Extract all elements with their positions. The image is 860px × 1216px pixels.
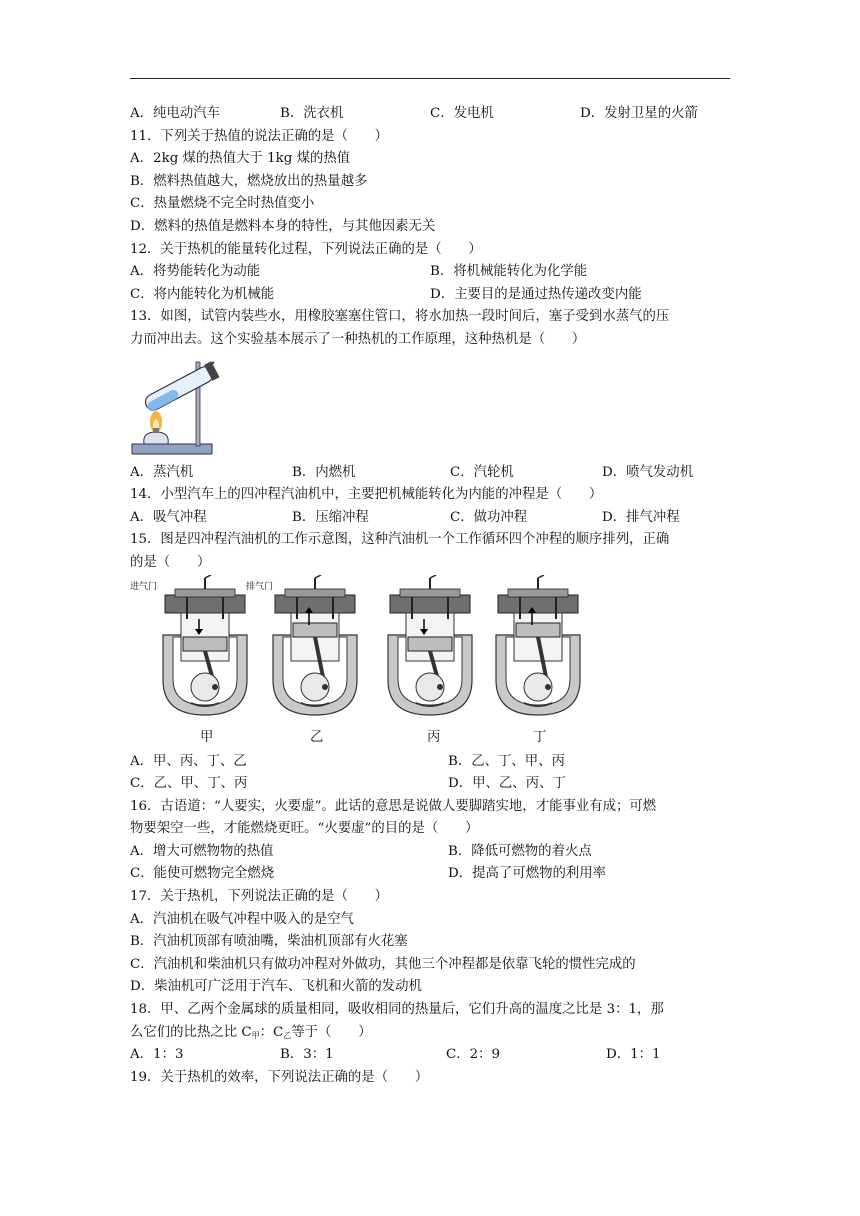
q15-stem-line1: 15．图是四冲程汽油机的工作示意图，这种汽油机一个工作循环四个冲程的顺序排列，正确 [130,532,670,548]
engine-strokes-figure [130,575,730,725]
q17-option-a: A．汽油机在吸气冲程中吸入的是空气 [130,911,354,927]
test-tube-apparatus-icon [130,352,230,462]
q12-option-c: C．将内能转化为机械能 [130,286,275,302]
q12-option-d: D．主要目的是通过热传递改变内能 [430,286,642,302]
q18-option-d: D．1：1 [606,1047,661,1063]
q14-option-b: B．压缩冲程 [292,509,369,525]
q18-stem-post: 等于（ ） [291,1024,372,1040]
q14-option-a: A．吸气冲程 [130,509,207,525]
q16-option-d: D．提高了可燃物的利用率 [448,866,607,882]
q16-option-b: B．降低可燃物的着火点 [448,843,592,859]
q17-option-b: B．汽油机顶部有喷油嘴，柴油机顶部有火花塞 [130,934,408,950]
engine-stroke-4-icon [496,575,580,715]
q12-stem: 12．关于热机的能量转化过程，下列说法正确的是（ ） [130,241,482,257]
q18-options [130,1044,730,1067]
test-tube-figure [130,352,730,462]
engine-stroke-3-icon [388,575,472,715]
q15-options-row2 [130,773,730,796]
exhaust-valve-label: 排气门 [246,581,274,592]
q16-option-a: A．增大可燃物物的热值 [130,843,274,859]
q18-stem-mid: ：C [259,1024,284,1040]
q13-option-c: C．汽轮机 [450,464,514,480]
q15-option-c: C．乙、甲、丁、丙 [130,776,248,792]
q18-sub-jia: 甲 [251,1030,260,1040]
q12-option-b: B．将机械能转化为化学能 [430,264,588,280]
q18-sub-yi: 乙 [283,1030,292,1040]
engine-cylinders-svg [130,575,730,725]
q15-stem-line2: 的是（ ） [130,554,211,570]
q17-option-d: D．柴油机可广泛用于汽车、飞机和火箭的发动机 [130,979,422,995]
q15-option-a: A．甲、丙、丁、乙 [130,753,247,769]
q12-option-a: A．将势能转化为动能 [130,264,261,280]
q14-stem: 14．小型汽车上的四冲程汽油机中，主要把机械能转化为内能的冲程是（ ） [130,487,603,503]
q19-stem: 19．关于热机的效率，下列说法正确的是（ ） [130,1069,429,1085]
q18-option-a: A．1：3 [130,1047,184,1063]
q14-option-c: C．做功冲程 [450,509,528,525]
q13-options [130,462,730,485]
q10-option-d: D．发射卫星的火箭 [580,106,698,121]
q17-option-c: C．汽油机和柴油机只有做功冲程对外做功，其他三个冲程都是依靠飞轮的惯性完成的 [130,956,636,972]
q16-options-row1 [130,841,730,864]
q10-option-a: A．纯电动汽车 [130,106,221,121]
q11-stem: 11．下列关于热值的说法正确的是（ ） [130,128,389,144]
q13-option-b: B．内燃机 [292,464,356,480]
q16-stem-line2: 物要架空一些，才能燃烧更旺。“火要虚”的目的是（ ） [130,821,479,837]
q10-option-c: C．发电机 [430,106,494,121]
q13-option-a: A．蒸汽机 [130,464,194,480]
q12-options-row2 [130,284,730,307]
q18-stem-line2 [130,1022,730,1045]
q13-stem-line1: 13．如图，试管内装些水，用橡胶塞塞住管口，将水加热一段时间后，塞子受到水蒸气的压 [130,309,670,325]
engine-stroke-1-icon [163,575,247,715]
q11-option-d: D．燃料的热值是燃料本身的特性，与其他因素无关 [130,218,436,234]
q15-captions [130,725,730,751]
q11-option-c: C．热量燃烧不完全时热值变小 [130,196,315,212]
q16-options-row2 [130,863,730,886]
caption-bing: 丙 [427,729,441,745]
intake-valve-label: 进气门 [130,581,158,592]
engine-stroke-2-icon [273,575,357,715]
q16-stem-line1: 16．古语道：“人要实，火要虚”。此话的意思是说做人要脚踏实地，才能事业有成；可燃 [130,798,657,814]
q13-stem-line2: 力而冲出去。这个实验基本展示了一种热机的工作原理，这种热机是（ ） [130,331,586,347]
q15-option-d: D．甲、乙、丙、丁 [448,776,566,792]
q15-option-b: B．乙、丁、甲、丙 [448,753,565,769]
q18-stem-line1: 18．甲、乙两个金属球的质量相同，吸收相同的热量后，它们升高的温度之比是 3：1，那 [130,1002,664,1018]
q13-option-d: D．喷气发动机 [602,464,694,480]
caption-yi: 乙 [310,729,324,745]
q12-options-row1 [130,261,730,284]
q10-option-b: B．洗衣机 [280,106,344,121]
exam-page [130,103,730,1089]
q18-option-c: C．2：9 [446,1047,501,1063]
q11-option-a: A．2kg 煤的热值大于 1kg 煤的热值 [130,151,351,167]
q11-option-b: B．燃料热值越大，燃烧放出的热量越多 [130,173,368,189]
q17-stem: 17．关于热机，下列说法正确的是（ ） [130,889,389,905]
header-rule [130,78,730,79]
q18-stem-pre: 么它们的比热之比 C [130,1024,252,1040]
q15-options-row1 [130,751,730,774]
q10-options [130,103,730,126]
q14-option-d: D．排气冲程 [602,509,680,525]
caption-ding: 丁 [533,729,547,745]
q18-option-b: B．3：1 [280,1047,334,1063]
q14-options [130,507,730,530]
caption-jia: 甲 [200,729,214,745]
q16-option-c: C．能使可燃物完全燃烧 [130,866,275,882]
